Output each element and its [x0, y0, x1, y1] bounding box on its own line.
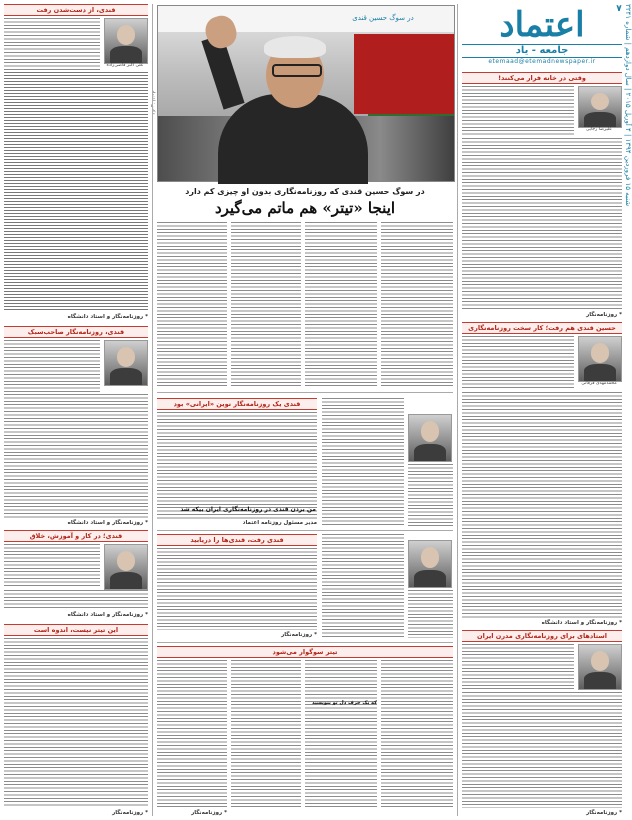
article-text: [4, 544, 100, 588]
section-label: جامعه - یاد: [515, 45, 569, 56]
article-signoff: * روزنامه‌نگار و استاد دانشگاه: [541, 620, 622, 626]
article-signoff: * روزنامه‌نگار و استاد دانشگاه: [67, 612, 148, 618]
article-text: [157, 412, 317, 520]
author-photo: [578, 336, 622, 382]
column-rule: [457, 4, 458, 816]
center-c3-header: تیتر سوگوار می‌شود: [157, 646, 453, 658]
article-text: [231, 222, 301, 388]
article-text: [4, 18, 100, 70]
main-headline: اینجا «تیتر» هم ماتم می‌گیرد: [214, 199, 396, 217]
pull-quote: که یک حرف دل تو بنویسید: [311, 700, 377, 706]
right-s2-header: حسین قندی هم رفت؛ کار سخت روزنامه‌نگاری: [462, 322, 622, 334]
article-text: [462, 86, 574, 136]
article-text: [4, 394, 148, 518]
article-signoff: * روزنامه‌نگار: [586, 312, 622, 318]
section-label-bar: [462, 44, 622, 58]
main-kicker: در سوگ حسین قندی که روزنامه‌نگاری بدون او چیزی کم دارد: [185, 187, 425, 196]
left-s4-header: این تیتر نیست، اندوه است: [4, 624, 148, 636]
article-signoff: * روزنامه‌نگار: [281, 632, 317, 638]
article-text: [381, 222, 453, 388]
article-text: [157, 548, 317, 630]
article-text: [408, 464, 453, 526]
article-signoff: * روزنامه‌نگار: [112, 810, 148, 816]
pull-quote: من بردن قندی در روزنامه‌نگاری ایران بیکه شد: [180, 506, 316, 513]
section-rule: [157, 392, 453, 393]
author-caption: علیرضا رجایی: [586, 127, 612, 132]
author-photo: [408, 414, 452, 462]
article-text: [322, 534, 404, 638]
article-text: [322, 398, 404, 526]
article-text: [462, 392, 622, 618]
center-c2-header: قندی رفت، قندی‌ها را دریابید: [157, 534, 317, 546]
article-text: [305, 222, 377, 388]
author-photo: [578, 644, 622, 690]
left-s3-header: قندی؛ در کار و آموزش، خلاق: [4, 530, 148, 542]
right-s3-header: استادهای برای روزنامه‌نگاری مدرن ایران: [462, 630, 622, 642]
dateline-strip: [624, 4, 630, 214]
left-s2-header: قندی، روزنامه‌نگار صاحب‌سبک: [4, 326, 148, 338]
dateline: شنبه ۱۵ فروردین ۱۳۹۴ | ۴ آوریل ۲۰۱۵ | سال دوازدهم | شماره ۳۲۴۱: [624, 4, 632, 207]
article-text: [4, 590, 148, 610]
article-text: [408, 590, 453, 638]
photo-credit: [147, 90, 155, 115]
author-photo: [578, 86, 622, 128]
article-signoff: * روزنامه‌نگار: [191, 810, 227, 816]
article-signoff: مدیر مسئول روزنامه اعتماد: [242, 520, 317, 526]
center-c1-header: قندی یک روزنامه‌نگار نوین «ایرانی» بود: [157, 398, 317, 410]
article-text: [4, 638, 148, 808]
left-s1-header: قندی، از دست‌شدن رفت: [4, 4, 148, 16]
author-photo: [408, 540, 452, 588]
article-text: [4, 72, 148, 312]
right-s1-header: وقتی در خانه فرار می‌کنند!: [462, 72, 622, 84]
article-text: [305, 660, 377, 808]
author-photo: [104, 18, 148, 64]
masthead-email: etemaad@etemadnewspaper.ir: [488, 58, 596, 65]
author-caption: علی اکبر قاضی‌زاده: [106, 63, 144, 68]
author-caption: محمدمهدی فرقانی: [581, 381, 617, 386]
article-signoff: * روزنامه‌نگار: [586, 810, 622, 816]
column-rule: [152, 4, 153, 816]
article-signoff: * روزنامه‌نگار و استاد دانشگاه: [67, 314, 148, 320]
photo-banner-text: در سوگ حسین قندی: [352, 14, 414, 22]
author-photo: [104, 340, 148, 386]
main-photo: [157, 5, 455, 182]
article-text: [462, 336, 574, 390]
masthead-logo: اعتماد: [499, 5, 585, 45]
section-rule: [157, 530, 453, 531]
article-text: [231, 660, 301, 808]
article-text: [462, 138, 622, 310]
article-signoff: * روزنامه‌نگار و استاد دانشگاه: [67, 520, 148, 526]
article-text: [157, 660, 227, 808]
section-rule: [157, 642, 453, 643]
page-number: ۷: [616, 4, 622, 14]
article-text: [4, 340, 100, 392]
author-photo: [104, 544, 148, 590]
article-text: [157, 222, 227, 388]
article-text: [462, 644, 574, 690]
article-text: [381, 660, 453, 808]
article-text: [462, 692, 622, 808]
